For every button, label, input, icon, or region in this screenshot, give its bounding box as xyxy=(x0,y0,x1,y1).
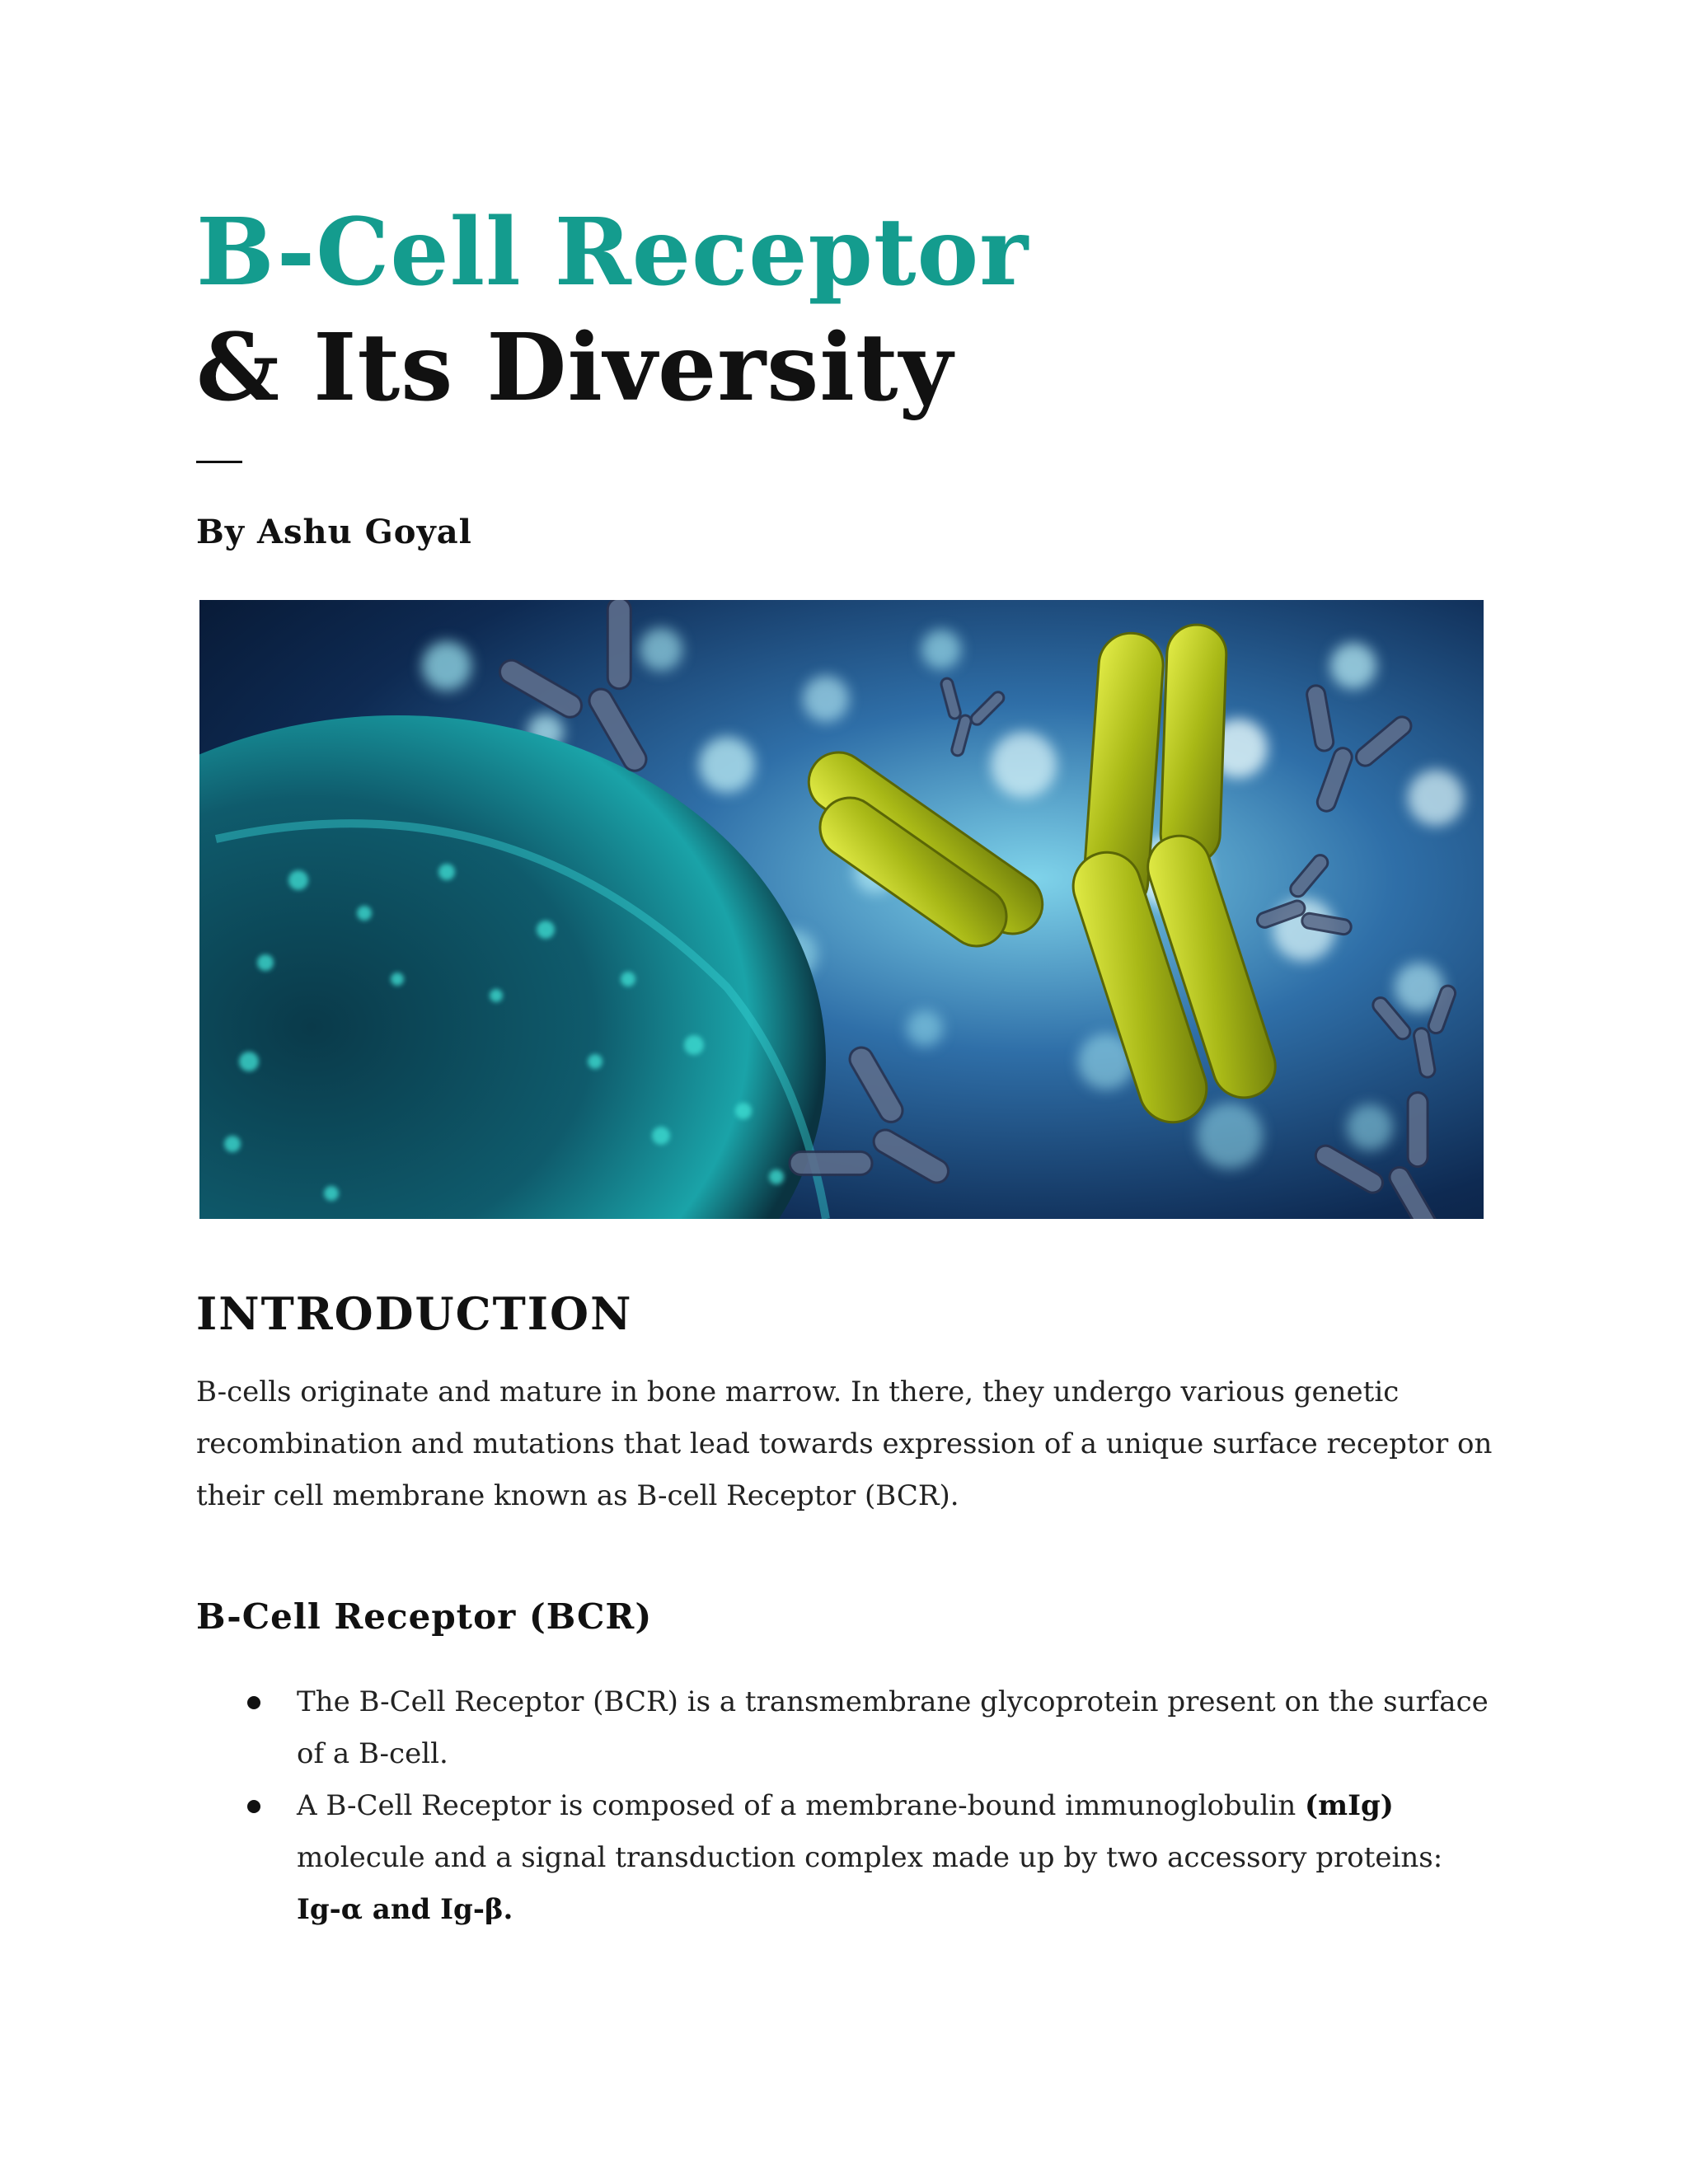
bullet-text-1: The B-Cell Receptor (BCR) is a transmembrane glycoprotein present on the surface of a B-cell. xyxy=(297,1685,1489,1770)
bcr-heading: B-Cell Receptor (BCR) xyxy=(196,1596,653,1637)
list-item xyxy=(247,1780,1492,1936)
introduction-paragraph: B-cells originate and mature in bone marrow. In there, they undergo various genetic recombination and mutations that lead towards expression of a unique surface receptor on their cell membrane known as B-cell Receptor (BCR). xyxy=(196,1376,1493,1512)
bullet-text-2-proteins: Ig-α and Ig-β. xyxy=(297,1893,513,1926)
bullet-icon xyxy=(247,1696,260,1709)
title-divider xyxy=(196,461,242,463)
bcr-bullet-list xyxy=(247,1676,1492,1936)
bullet-text-2-part-1: A B-Cell Receptor is composed of a membrane-bound immunoglobulin xyxy=(297,1789,1306,1822)
bullet-icon xyxy=(247,1800,260,1813)
bullet-text-2-mig: (mIg) xyxy=(1305,1789,1394,1822)
title-line-1: B-Cell Receptor xyxy=(196,199,1029,307)
bullet-text-2-part-2: molecule and a signal transduction complex made up by two accessory proteins: xyxy=(297,1841,1443,1874)
author-byline: By Ashu Goyal xyxy=(196,513,472,551)
introduction-heading: INTRODUCTION xyxy=(196,1287,633,1340)
title-line-2: & Its Diversity xyxy=(196,314,954,422)
list-item xyxy=(247,1676,1492,1780)
hero-illustration xyxy=(199,600,1484,1219)
antibody-image xyxy=(199,600,1484,1219)
